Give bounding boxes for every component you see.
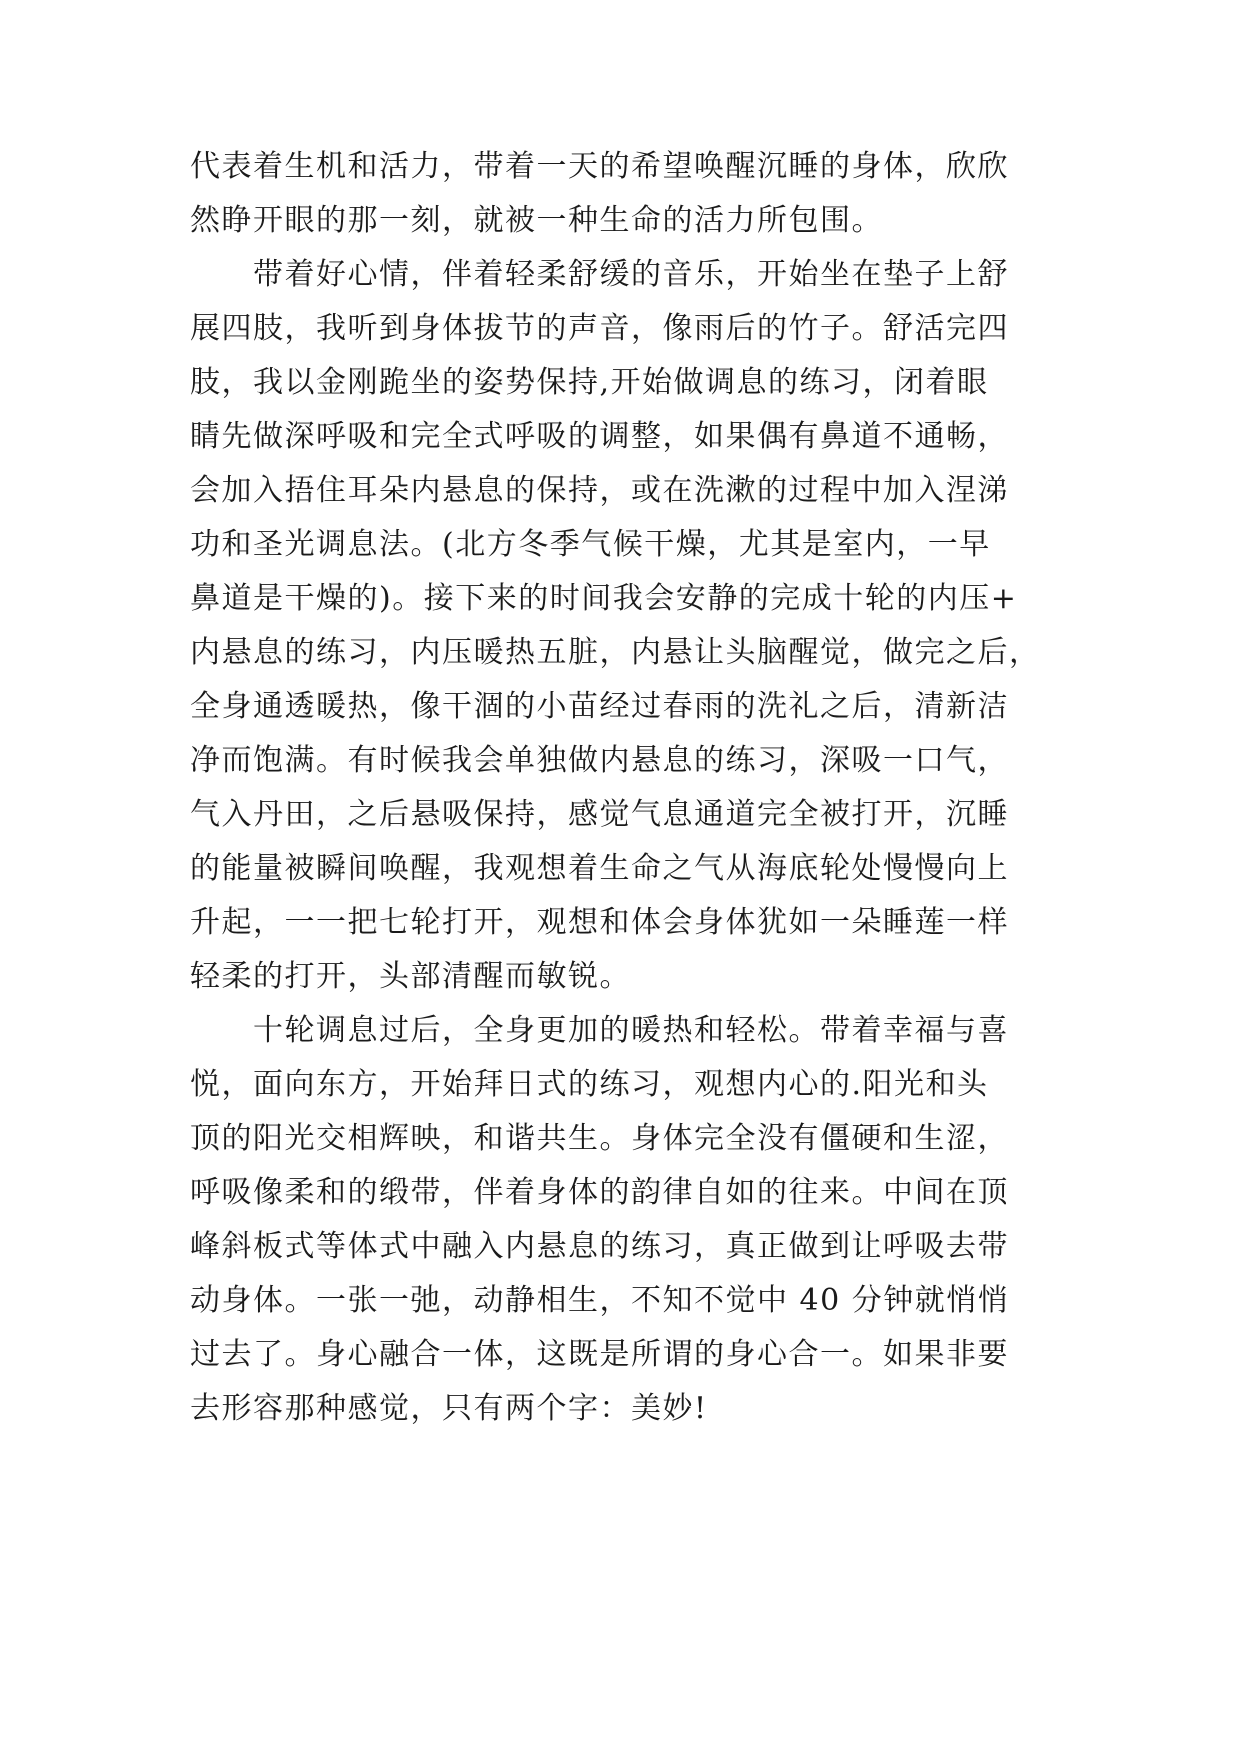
paragraph-start-line: 带着好心情，伴着轻柔舒缓的音乐，开始坐在垫子上舒	[253, 257, 1009, 292]
text-line: 轻柔的打开，头部清醒而敏锐。	[190, 959, 631, 994]
text-line: 会加入捂住耳朵内悬息的保持，或在洗漱的过程中加入涅涕	[190, 473, 1009, 508]
text-line: 功和圣光调息法。(北方冬季气候干燥，尤其是室内，一早	[190, 527, 991, 562]
text-line: 升起，一一把七轮打开，观想和体会身体犹如一朵睡莲一样	[190, 905, 1009, 940]
text-line: 的能量被瞬间唤醒，我观想着生命之气从海底轮处慢慢向上	[190, 851, 1009, 886]
text-line: 过去了。身心融合一体，这既是所谓的身心合一。如果非要	[190, 1337, 1009, 1372]
text-line: 净而饱满。有时候我会单独做内悬息的练习，深吸一口气，	[190, 743, 1009, 778]
text-line: 睛先做深呼吸和完全式呼吸的调整，如果偶有鼻道不通畅，	[190, 419, 1009, 454]
text-line: 肢，我以金刚跪坐的姿势保持,开始做调息的练习，闭着眼	[190, 365, 989, 400]
text-line: 动身体。一张一弛，动静相生，不知不觉中 40 分钟就悄悄	[190, 1283, 1010, 1318]
text-line: 悦，面向东方，开始拜日式的练习，观想内心的.阳光和头	[190, 1067, 989, 1102]
text-line: 全身通透暖热，像干涸的小苗经过春雨的洗礼之后，清新洁	[190, 689, 1009, 724]
text-line: 气入丹田，之后悬吸保持，感觉气息通道完全被打开，沉睡	[190, 797, 1009, 832]
text-line: 呼吸像柔和的缎带，伴着身体的韵律自如的往来。中间在顶	[190, 1175, 1009, 1210]
text-line: 鼻道是干燥的)。接下来的时间我会安静的完成十轮的内压+	[190, 581, 1018, 616]
text-line: 顶的阳光交相辉映，和谐共生。身体完全没有僵硬和生涩，	[190, 1121, 1009, 1156]
text-line: 然睁开眼的那一刻，就被一种生命的活力所包围。	[190, 203, 883, 238]
text-line: 峰斜板式等体式中融入内悬息的练习，真正做到让呼吸去带	[190, 1229, 1009, 1264]
text-line: 代表着生机和活力，带着一天的希望唤醒沉睡的身体，欣欣	[190, 149, 1009, 184]
text-line: 去形容那种感觉，只有两个字：美妙!	[190, 1391, 708, 1426]
paragraph-start-line: 十轮调息过后，全身更加的暖热和轻松。带着幸福与喜	[253, 1013, 1009, 1048]
text-line: 展四肢，我听到身体拔节的声音，像雨后的竹子。舒活完四	[190, 311, 1009, 346]
text-line: 内悬息的练习，内压暖热五脏，内悬让头脑醒觉，做完之后，	[190, 635, 1041, 670]
